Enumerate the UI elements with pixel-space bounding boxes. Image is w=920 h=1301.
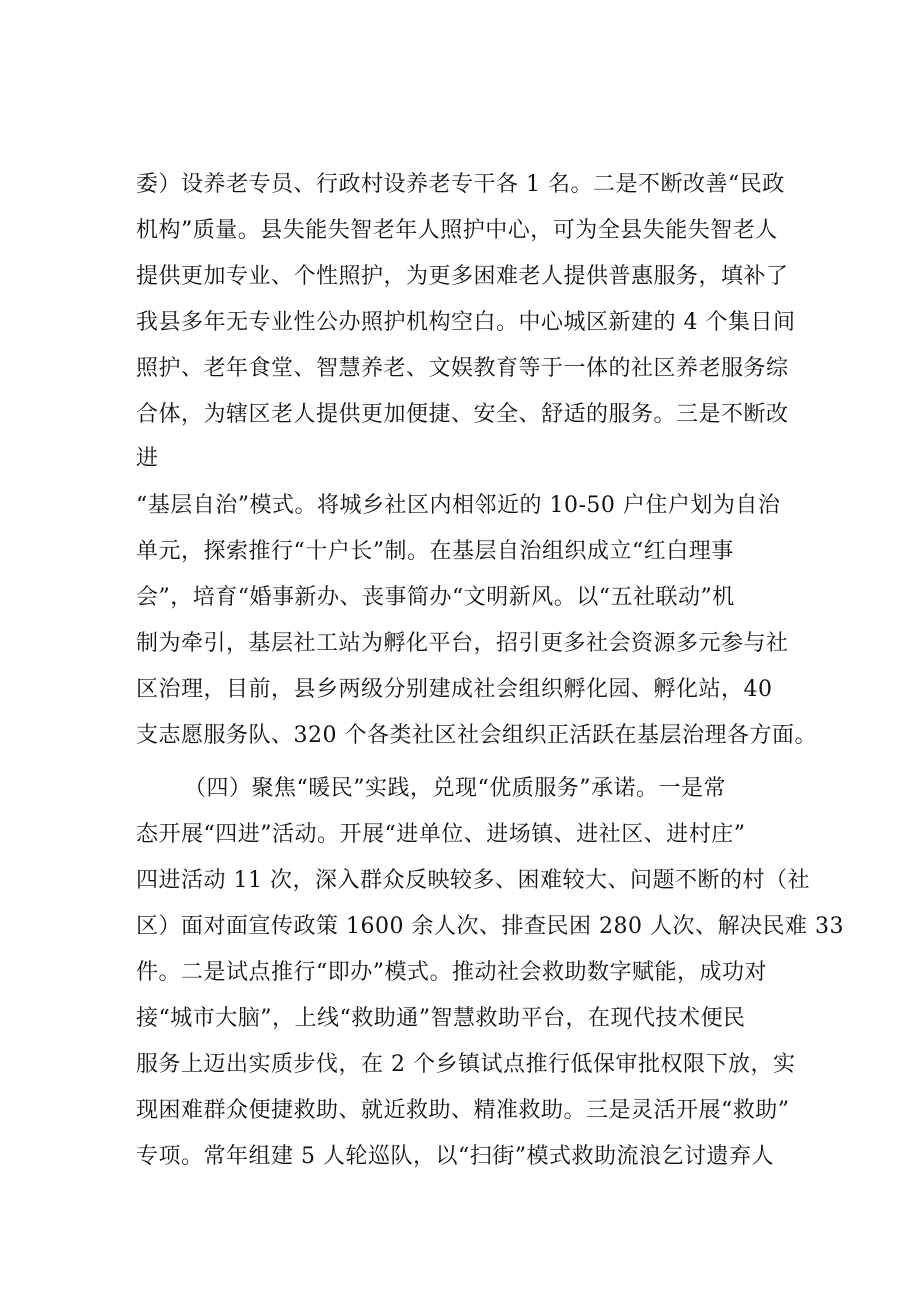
text-line-9: 单元，探索推行“十户长”制。在基层自治组织成立“红白理事 [136,539,734,564]
text-line-20: 服务上迈出实质步伐，在 2 个乡镇试点推行低保审批权限下放，实 [136,1052,796,1077]
text-line-6: 合体，为辖区老人提供更加便捷、安全、舒适的服务。三是不断改 [136,402,789,427]
text-line-7: 进 [136,446,159,471]
text-line-3: 提供更加专业、个性照护，为更多困难老人提供普惠服务，填补了 [136,264,789,289]
text-line-2: 机构”质量。县失能失智老年人照护中心，可为全县失能失智老人 [136,218,778,243]
text-line-19: 接“城市大脑”，上线“救助通”智慧救助平台，在现代技术便民 [136,1006,746,1031]
text-line-5: 照护、老年食堂、智慧养老、文娱教育等于一体的社区养老服务综 [136,356,789,381]
text-line-21: 现困难群众便捷救助、就近救助、精准救助。三是灵活开展“救助” [136,1098,790,1123]
text-line-4: 我县多年无专业性公办照护机构空白。中心城区新建的 4 个集日间 [136,310,796,335]
text-line-16: 四进活动 11 次，深入群众反映较多、困难较大、问题不断的村（社 [136,868,810,893]
section-heading-line: （四）聚焦“暖民”实践，兑现“优质服务”承诺。一是常 [184,776,726,801]
text-line-12: 区治理，目前，县乡两级分别建成社会组织孵化园、孵化站，40 [136,677,773,702]
text-line-22: 专项。常年组建 5 人轮巡队，以“扫街”模式救助流浪乞讨遗弃人 [136,1144,774,1169]
text-line-1: 委）设养老专员、行政村设养老专干各 1 名。二是不断改善“民政 [136,172,785,197]
text-line-17: 区）面对面宣传政策 1600 余人次、排查民困 280 人次、解决民难 33 [136,914,844,939]
text-line-8: “基层自治”模式。将城乡社区内相邻近的 10-50 户住户划为自治 [136,493,781,518]
text-line-10: 会”，培育“婚事新办、丧事简办“文明新风。以“五社联动”机 [136,585,735,610]
text-line-18: 件。二是试点推行“即办”模式。推动社会救助数字赋能，成功对 [136,960,767,985]
text-line-13: 支志愿服务队、320 个各类社区社会组织正活跃在基层治理各方面。 [136,723,817,748]
text-line-11: 制为牵引，基层社工站为孵化平台，招引更多社会资源多元参与社 [136,631,789,656]
text-line-15: 态开展“四进”活动。开展“进单位、进场镇、进社区、进村庄” [136,822,746,847]
